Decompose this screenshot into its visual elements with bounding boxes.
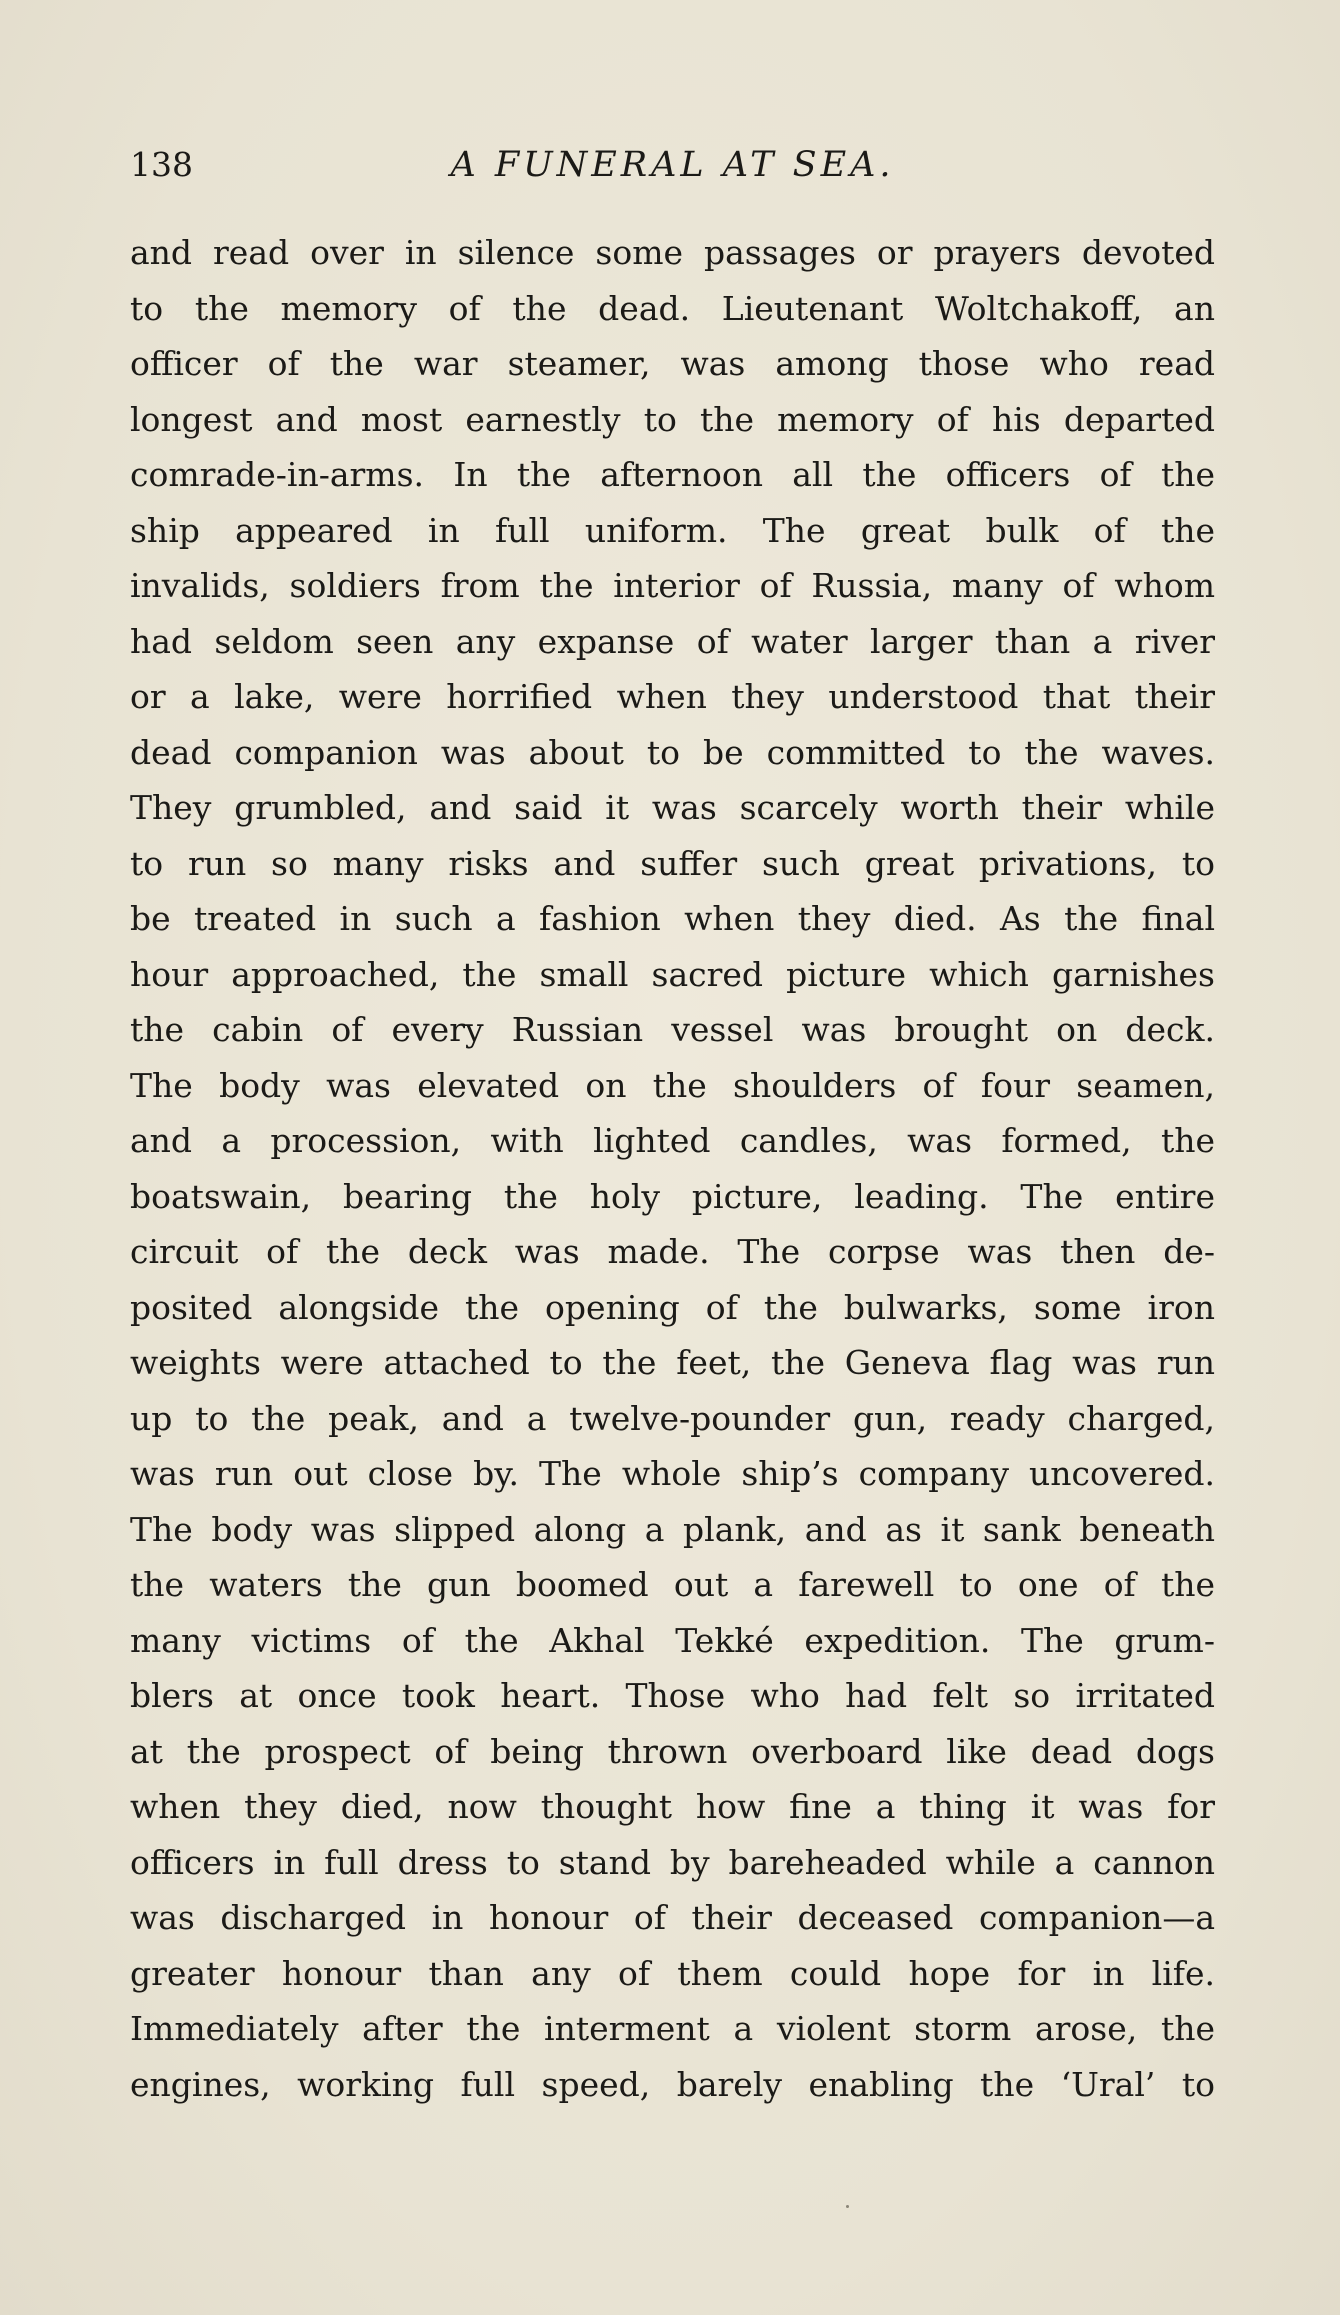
text-line: be treated in such a fashion when they died. As the final: [130, 899, 1215, 938]
running-title: A FUNERAL AT SEA.: [450, 145, 895, 185]
text-line: dead companion was about to be committed to the waves.: [130, 732, 1215, 772]
text-line: invalids, soldiers from the interior of Russia, many of whom: [130, 566, 1215, 605]
text-line: to run so many risks and suffer such great privations, to: [130, 843, 1215, 883]
text-line: many victims of the Akhal Tekké expedition. The grum-: [130, 1620, 1215, 1660]
running-head: [130, 140, 1215, 190]
text-line: and read over in silence some passages or prayers devoted: [130, 233, 1215, 272]
page-number: 138: [130, 145, 193, 184]
text-line: hour approached, the small sacred picture which garnishes: [130, 954, 1215, 994]
text-line: comrade-in-arms. In the afternoon all the officers of the: [130, 455, 1215, 494]
text-line: posited alongside the opening of the bulwarks, some iron: [130, 1287, 1215, 1327]
text-line: the cabin of every Russian vessel was brought on deck.: [130, 1010, 1215, 1049]
text-line: engines, working full speed, barely enabling the ‘Ural’ to: [130, 2064, 1215, 2104]
body-text: [130, 225, 1215, 2112]
text-line: at the prospect of being thrown overboard like dead dogs: [130, 1731, 1215, 1771]
paper-speck: [846, 2205, 849, 2208]
text-line: officer of the war steamer, was among those who read: [130, 344, 1215, 383]
text-line: had seldom seen any expanse of water larger than a river: [130, 621, 1215, 661]
text-line: when they died, now thought how fine a thing it was for: [130, 1787, 1215, 1826]
text-line: ship appeared in full uniform. The great bulk of the: [130, 510, 1215, 550]
text-line: was discharged in honour of their deceased companion—a: [130, 1898, 1215, 1937]
text-line: greater honour than any of them could hope for in life.: [130, 1953, 1215, 1993]
text-line: circuit of the deck was made. The corpse was then de-: [130, 1232, 1215, 1271]
text-line: Immediately after the interment a violent storm arose, the: [130, 2009, 1215, 2048]
text-line: blers at once took heart. Those who had felt so irritated: [130, 1676, 1215, 1715]
text-line: officers in full dress to stand by bareheaded while a cannon: [130, 1842, 1215, 1882]
text-line: boatswain, bearing the holy picture, leading. The entire: [130, 1176, 1215, 1216]
text-line: or a lake, were horrified when they understood that their: [130, 677, 1215, 716]
text-line: longest and most earnestly to the memory of his departed: [130, 399, 1215, 439]
text-line: They grumbled, and said it was scarcely worth their while: [130, 788, 1215, 827]
text-line: weights were attached to the feet, the Geneva flag was run: [130, 1343, 1215, 1382]
text-line: the waters the gun boomed out a farewell to one of the: [130, 1565, 1215, 1604]
text-line: up to the peak, and a twelve-pounder gun, ready charged,: [130, 1398, 1215, 1438]
text-line: The body was slipped along a plank, and as it sank beneath: [130, 1509, 1215, 1549]
text-line: to the memory of the dead. Lieutenant Woltchakoff, an: [130, 288, 1215, 328]
text-line: and a procession, with lighted candles, was formed, the: [130, 1121, 1215, 1160]
text-line: The body was elevated on the shoulders of four seamen,: [130, 1065, 1215, 1105]
text-line: was run out close by. The whole ship’s company uncovered.: [130, 1454, 1215, 1493]
